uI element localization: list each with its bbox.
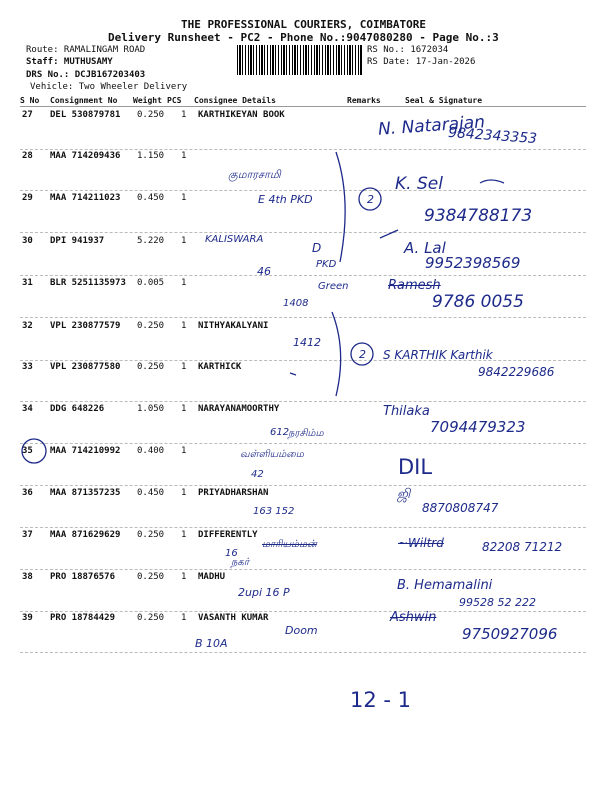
phone-27: 9842343353 [447, 124, 538, 148]
row-divider [20, 360, 586, 361]
cell-consignment: MAA 871357235 [50, 488, 121, 498]
note-36: 163 152 [253, 506, 295, 517]
stroke-29 [480, 180, 504, 183]
signature-37: ~Wiltrd [398, 536, 444, 550]
note-39-a: B 10A [195, 637, 228, 650]
cell-consignment: BLR 5251135973 [50, 278, 126, 288]
note-39-b: Doom [285, 624, 318, 637]
circle-row-33 [351, 343, 373, 365]
cell-consignment: VPL 230877579 [50, 321, 121, 331]
signature-31: Ramesh [388, 278, 441, 293]
runsheet-subtitle: Delivery Runsheet - PC2 - Phone No.:9047080280 - Page No.:3 [108, 31, 499, 44]
cell-pcs: 1 [181, 613, 187, 623]
row-divider [20, 149, 586, 150]
drs-label: DRS No.: DCJB167203403 [26, 70, 146, 80]
cell-weight: 5.220 [137, 236, 165, 246]
barcode [237, 45, 363, 75]
tamil-note-34: நரசிம்ம [288, 428, 324, 439]
phone-38: 99528 52 222 [459, 596, 536, 609]
cell-consignment: MAA 714210992 [50, 446, 121, 456]
signature-30: A. Lal [404, 239, 446, 257]
phone-34: 7094479323 [430, 418, 526, 436]
note-38: 2upi 16 P [238, 586, 290, 599]
cell-weight: 0.005 [137, 278, 165, 288]
row-divider [20, 317, 586, 318]
rs-number: RS No.: 1672034 [367, 45, 449, 55]
cell-sno: 31 [22, 278, 33, 288]
note-30-d: D [312, 241, 322, 255]
note-32-b: 1412 [293, 336, 321, 349]
tamil-note-37a: மாரியம்மன் [262, 539, 317, 550]
note-29: E 4th PKD [258, 193, 313, 206]
cell-consignment: MAA 714209436 [50, 151, 121, 161]
cell-sno: 38 [22, 572, 33, 582]
cell-pcs: 1 [181, 572, 187, 582]
cell-consignee: NARAYANAMOORTHY [198, 404, 280, 414]
cell-weight: 0.250 [137, 110, 165, 120]
cell-consignment: MAA 871629629 [50, 530, 121, 540]
handwritten-date: 12 - 1 [350, 688, 412, 712]
cell-consignment: PRO 18876576 [50, 572, 116, 582]
circle-row-29 [359, 188, 381, 210]
row-divider [20, 569, 586, 570]
cell-consignment: MAA 714211023 [50, 193, 121, 203]
cell-pcs: 1 [181, 362, 187, 372]
note-34: 612 [270, 427, 290, 438]
col-seal-signature: Seal & Signature [405, 96, 483, 105]
cell-weight: 0.250 [137, 321, 165, 331]
row-divider [20, 611, 586, 612]
tamil-note-37b: நகர் [231, 557, 250, 568]
cell-weight: 0.450 [137, 193, 165, 203]
cell-consignee: MADHU [198, 572, 226, 582]
signature-39: Ashwin [390, 610, 437, 625]
cell-weight: 0.250 [137, 530, 165, 540]
note-37-number: 16 [225, 548, 238, 559]
cell-consignment: DDG 648226 [50, 404, 105, 414]
cell-pcs: 1 [181, 488, 187, 498]
col-pcs: PCS [167, 96, 182, 105]
cell-consignee: KARTHICK [198, 362, 242, 372]
circle-33-number: 2 [359, 348, 366, 361]
row-divider [20, 190, 586, 191]
cell-consignee: PRIYADHARSHAN [198, 488, 269, 498]
note-30-door: 46 [257, 265, 271, 278]
cell-sno: 28 [22, 151, 33, 161]
cell-pcs: 1 [181, 446, 187, 456]
signature-29: K. Sel [395, 174, 443, 194]
cell-weight: 0.250 [137, 613, 165, 623]
cell-sno: 39 [22, 613, 33, 623]
cell-sno: 27 [22, 110, 33, 120]
cell-consignee: NITHYAKALYANI [198, 321, 269, 331]
tick-mark-33 [290, 373, 296, 375]
tamil-note-28: குமாரசாமி [228, 168, 281, 181]
row-divider [20, 275, 586, 276]
cell-consignment: DPI 941937 [50, 236, 105, 246]
company-title: THE PROFESSIONAL COURIERS, COIMBATORE [181, 18, 427, 31]
cell-weight: 0.400 [137, 446, 165, 456]
cell-sno: 36 [22, 488, 33, 498]
col-sno: S No [20, 96, 40, 105]
cell-weight: 1.150 [137, 151, 165, 161]
phone-30: 9952398569 [425, 254, 521, 272]
signature-38: B. Hemamalini [397, 578, 493, 593]
bracket-32-33 [332, 312, 341, 396]
signature-34: Thilaka [383, 404, 430, 419]
col-consignee: Consignee Details [194, 96, 276, 105]
row-divider [20, 652, 586, 653]
row-divider [20, 527, 586, 528]
row-divider [20, 443, 586, 444]
vehicle-label: Vehicle: Two Wheeler Delivery [30, 82, 188, 92]
note-31: Green [318, 281, 349, 292]
phone-39: 9750927096 [462, 625, 558, 643]
cell-consignment: DEL 530879781 [50, 110, 121, 120]
staff-label: Staff: MUTHUSAMY [26, 57, 113, 67]
circle-29-number: 2 [367, 193, 374, 206]
cell-consignment: PRO 18784429 [50, 613, 116, 623]
cell-sno: 29 [22, 193, 33, 203]
cell-pcs: 1 [181, 236, 187, 246]
cell-consignee: KARTHIKEYAN BOOK [198, 110, 285, 120]
note-35: 42 [251, 469, 264, 480]
header-rule [20, 106, 586, 107]
cell-pcs: 1 [181, 193, 187, 203]
cell-weight: 0.450 [137, 488, 165, 498]
cell-sno: 35 [22, 446, 33, 456]
rs-date: RS Date: 17-Jan-2026 [367, 57, 476, 67]
phone-36: 8870808747 [422, 501, 499, 515]
cell-pcs: 1 [181, 278, 187, 288]
cell-pcs: 1 [181, 404, 187, 414]
cell-consignee: VASANTH KUMAR [198, 613, 269, 623]
cell-sno: 30 [22, 236, 33, 246]
signature-33: S KARTHIK Karthik [383, 348, 493, 362]
note-30-place: PKD [316, 259, 337, 270]
signature-36-mark: ஜி [397, 487, 411, 502]
cell-sno: 33 [22, 362, 33, 372]
cell-weight: 0.250 [137, 572, 165, 582]
phone-29: 9384788173 [424, 206, 533, 226]
phone-37: 82208 71212 [482, 540, 563, 554]
note-32-a: 1408 [283, 298, 309, 309]
cell-pcs: 1 [181, 530, 187, 540]
cell-weight: 1.050 [137, 404, 165, 414]
bracket-28-30 [336, 152, 345, 262]
cell-weight: 0.250 [137, 362, 165, 372]
cell-sno: 37 [22, 530, 33, 540]
row-divider [20, 485, 586, 486]
cell-pcs: 1 [181, 321, 187, 331]
cell-sno: 32 [22, 321, 33, 331]
route-label: Route: RAMALINGAM ROAD [26, 45, 146, 55]
col-remarks: Remarks [347, 96, 381, 105]
cell-sno: 34 [22, 404, 33, 414]
cell-consignee: DIFFERENTLY [198, 530, 258, 540]
cell-pcs: 1 [181, 151, 187, 161]
row-divider [20, 232, 586, 233]
cell-pcs: 1 [181, 110, 187, 120]
row-divider [20, 401, 586, 402]
tamil-note-35: வள்ளியம்மை [240, 449, 304, 460]
phone-32: 9842229686 [478, 365, 555, 379]
cell-consignment: VPL 230877580 [50, 362, 121, 372]
signature-35: DIL [398, 455, 433, 479]
col-consignment: Consignment No [50, 96, 118, 105]
phone-31: 9786 0055 [432, 292, 524, 312]
note-30-name: KALISWARA [205, 234, 264, 245]
col-weight: Weight [133, 96, 162, 105]
signature-27: N. Natarajan [377, 112, 486, 140]
